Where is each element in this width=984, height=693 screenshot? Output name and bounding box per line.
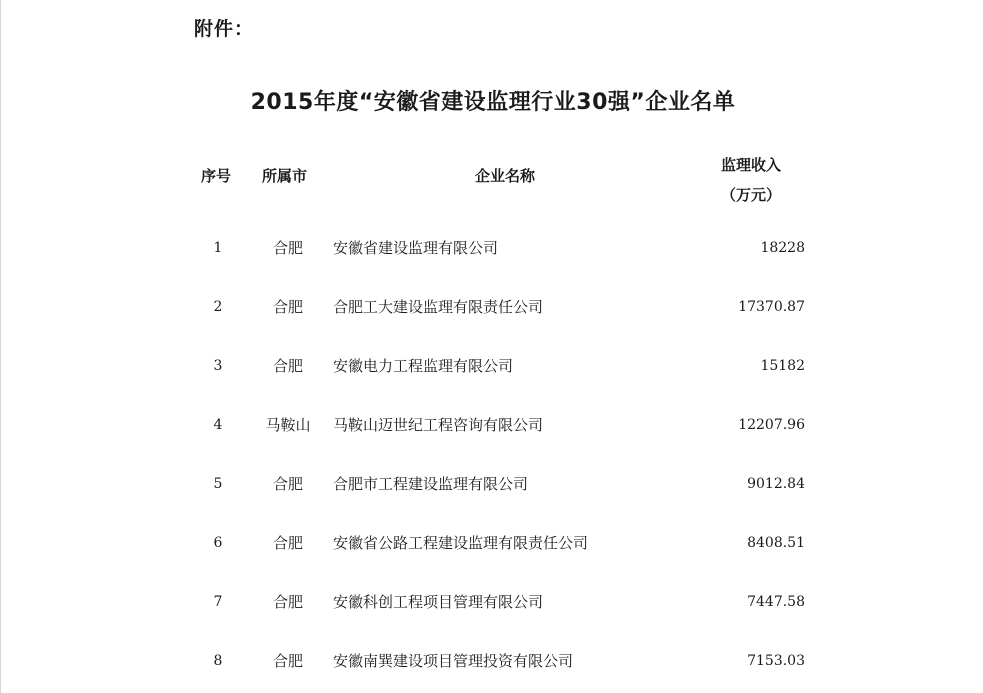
table-row xyxy=(1,528,984,558)
row-company-name: 合肥工大建设监理有限责任公司 xyxy=(333,298,544,316)
row-city: 合肥 xyxy=(272,239,303,257)
row-seq: 4 xyxy=(213,417,223,433)
header-income-line1: 监理收入 xyxy=(721,156,782,174)
row-seq: 1 xyxy=(213,240,223,256)
attachment-label: 附件： xyxy=(194,18,255,40)
row-company-name: 安徽省公路工程建设监理有限责任公司 xyxy=(333,534,589,552)
row-income: 7447.58 xyxy=(747,594,805,610)
row-city: 合肥 xyxy=(272,652,303,670)
table-row xyxy=(1,646,984,676)
table-row xyxy=(1,351,984,381)
row-company-name: 马鞍山迈世纪工程咨询有限公司 xyxy=(333,416,544,434)
row-seq: 3 xyxy=(213,358,223,374)
row-seq: 2 xyxy=(213,299,223,315)
row-city: 合肥 xyxy=(272,357,303,375)
row-income: 15182 xyxy=(760,358,805,374)
header-seq: 序号 xyxy=(201,167,232,185)
row-city: 合肥 xyxy=(272,534,303,552)
header-income-line2: （万元） xyxy=(721,186,782,204)
row-city: 合肥 xyxy=(272,298,303,316)
row-city: 合肥 xyxy=(272,593,303,611)
header-city: 所属市 xyxy=(262,167,308,185)
table-row xyxy=(1,292,984,322)
header-company-name: 企业名称 xyxy=(475,167,536,185)
table-row xyxy=(1,410,984,440)
row-company-name: 安徽科创工程项目管理有限公司 xyxy=(333,593,544,611)
document-title: 2015年度“安徽省建设监理行业30强”企业名单 xyxy=(250,90,736,115)
table-row xyxy=(1,233,984,263)
row-income: 8408.51 xyxy=(747,535,805,551)
row-company-name: 安徽电力工程监理有限公司 xyxy=(333,357,514,375)
row-income: 17370.87 xyxy=(738,299,805,315)
row-city: 马鞍山 xyxy=(265,416,311,434)
row-seq: 7 xyxy=(213,594,223,610)
row-city: 合肥 xyxy=(272,475,303,493)
table-row xyxy=(1,469,984,499)
row-company-name: 安徽省建设监理有限公司 xyxy=(333,239,499,257)
row-company-name: 安徽南巽建设项目管理投资有限公司 xyxy=(333,652,574,670)
row-income: 9012.84 xyxy=(747,476,805,492)
row-income: 12207.96 xyxy=(738,417,805,433)
row-seq: 8 xyxy=(213,653,223,669)
row-seq: 6 xyxy=(213,535,223,551)
row-seq: 5 xyxy=(213,476,223,492)
row-company-name: 合肥市工程建设监理有限公司 xyxy=(333,475,529,493)
table-row xyxy=(1,587,984,617)
row-income: 7153.03 xyxy=(747,653,805,669)
row-income: 18228 xyxy=(760,240,805,256)
header-income xyxy=(721,150,781,210)
